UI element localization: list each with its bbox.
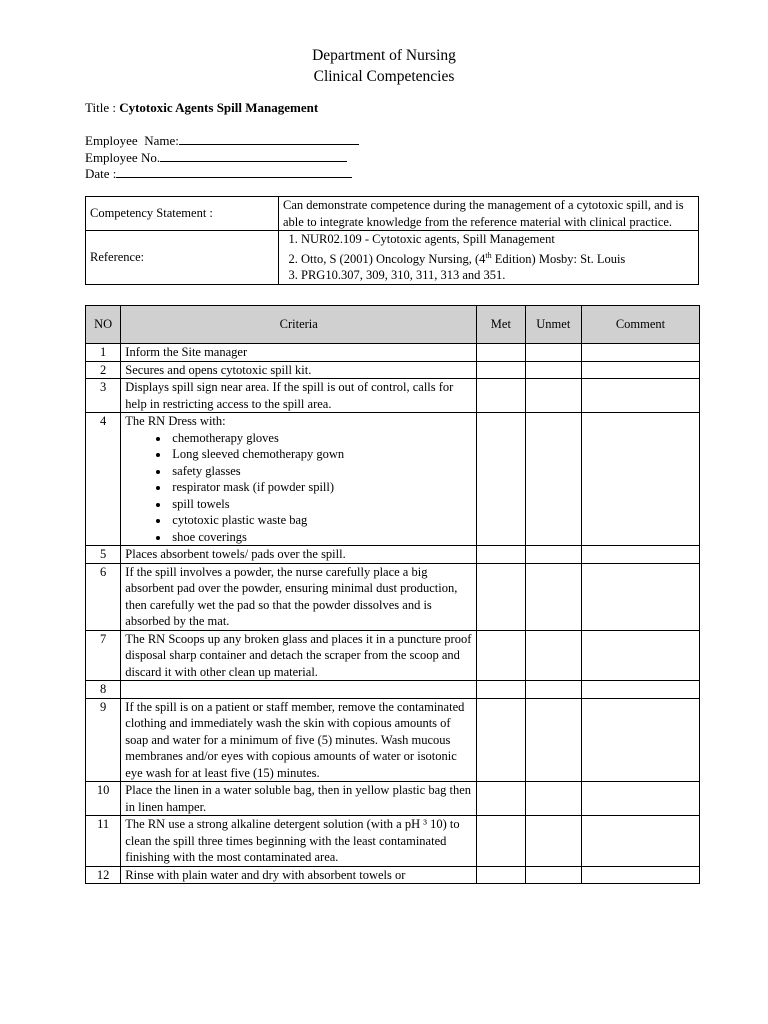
- unmet-cell[interactable]: [525, 816, 581, 867]
- department-title: Department of Nursing: [312, 47, 456, 64]
- reference-row: [86, 231, 699, 285]
- criteria-number: 11: [86, 816, 121, 867]
- criteria-row: [86, 344, 700, 362]
- criteria-row: [86, 866, 700, 884]
- criteria-header-row: [86, 306, 700, 344]
- criteria-row: [86, 563, 700, 630]
- unmet-cell[interactable]: [525, 563, 581, 630]
- unmet-cell[interactable]: [525, 782, 581, 816]
- criteria-text: Inform the Site manager: [125, 345, 248, 359]
- criteria-text: The RN Dress with:: [125, 414, 226, 428]
- reference-item: 3. PRG10.307, 309, 310, 311, 313 and 351.: [301, 267, 694, 284]
- equipment-item: • Long sleeved chemotherapy gown: [170, 446, 472, 463]
- criteria-text-cell: [121, 361, 477, 379]
- criteria-number: 9: [86, 698, 121, 782]
- criteria-number: 12: [86, 866, 121, 884]
- criteria-text: Rinse with plain water and dry with absorbent towels or: [125, 867, 406, 882]
- reference-text: Otto, S (2001) Oncology Nursing, (4: [301, 251, 486, 266]
- employee-name-row: [85, 133, 359, 150]
- comment-cell[interactable]: [582, 344, 700, 362]
- criteria-row: [86, 816, 700, 867]
- met-cell[interactable]: [477, 816, 525, 867]
- reference-list: [283, 231, 694, 284]
- comment-cell[interactable]: [582, 698, 700, 782]
- equipment-item: • respirator mask (if powder spill): [170, 479, 472, 496]
- criteria-text: Displays spill sign near area. If the spill is out of control, calls for help in restricting access to the spill area.: [125, 380, 454, 411]
- unmet-cell[interactable]: [525, 413, 581, 546]
- date-label: Date :: [85, 166, 117, 181]
- criteria-number: 10: [86, 782, 121, 816]
- employee-no-label: Employee No.: [85, 149, 161, 165]
- comment-cell[interactable]: [582, 563, 700, 630]
- criteria-row: [86, 546, 700, 564]
- employee-no-row: [85, 150, 359, 167]
- date-row: [85, 166, 359, 183]
- met-cell[interactable]: [477, 413, 525, 546]
- met-cell[interactable]: [477, 630, 525, 681]
- equipment-item: • shoe coverings: [170, 529, 472, 546]
- reference-label: Reference:: [86, 231, 279, 285]
- criteria-row: [86, 698, 700, 782]
- met-cell[interactable]: [477, 866, 525, 884]
- criteria-text-cell: [121, 563, 477, 630]
- criteria-row: [86, 782, 700, 816]
- criteria-text-cell: [121, 379, 477, 413]
- criteria-text-cell: [121, 344, 477, 362]
- criteria-text-cell: [121, 681, 477, 699]
- unmet-cell[interactable]: [525, 698, 581, 782]
- equipment-list: [125, 430, 472, 546]
- criteria-number: 4: [86, 413, 121, 546]
- met-cell[interactable]: [477, 344, 525, 362]
- comment-cell[interactable]: [582, 630, 700, 681]
- criteria-row: [86, 630, 700, 681]
- met-cell[interactable]: [477, 546, 525, 564]
- criteria-text: If the spill is on a patient or staff member, remove the contaminated clothing and immediately wash the skin with copious amounts of soap and water for a minimum of five (5) minutes. Wash mucous membranes and/or eyes with copious amounts of water or isotonic eye wash for at least five (15) minutes.: [125, 699, 465, 780]
- criteria-row: [86, 379, 700, 413]
- criteria-number: 2: [86, 361, 121, 379]
- employee-no-line[interactable]: [160, 150, 347, 162]
- comment-cell[interactable]: [582, 361, 700, 379]
- header-comment: Comment: [582, 306, 700, 344]
- reference-superscript: th: [485, 250, 492, 260]
- unmet-cell[interactable]: [525, 866, 581, 884]
- unmet-cell[interactable]: [525, 630, 581, 681]
- criteria-row: [86, 413, 700, 546]
- equipment-item: • spill towels: [170, 496, 472, 513]
- criteria-table: [85, 305, 700, 884]
- criteria-row: [86, 681, 700, 699]
- criteria-text: Places absorbent towels/ pads over the spill.: [125, 547, 346, 561]
- header-no: NO: [86, 306, 121, 344]
- criteria-text-cell: [121, 630, 477, 681]
- comment-cell[interactable]: [582, 866, 700, 884]
- criteria-text-cell: [121, 413, 477, 546]
- header-met: Met: [477, 306, 525, 344]
- document-subtitle: Clinical Competencies: [313, 68, 455, 85]
- comment-cell[interactable]: [582, 681, 700, 699]
- met-cell[interactable]: [477, 681, 525, 699]
- criteria-row: [86, 361, 700, 379]
- criteria-text: Place the linen in a water soluble bag, then in yellow plastic bag then in linen hamper.: [125, 783, 472, 814]
- comment-cell[interactable]: [582, 546, 700, 564]
- criteria-text: The RN use a strong alkaline detergent solution (with a pH ³ 10) to clean the spill three times beginning with the least contaminated finishing with the most contaminated area.: [125, 817, 460, 864]
- reference-item: 1. NUR02.109 - Cytotoxic agents, Spill Management: [301, 231, 694, 248]
- unmet-cell[interactable]: [525, 361, 581, 379]
- comment-cell[interactable]: [582, 816, 700, 867]
- reference-list-cell: [279, 231, 699, 285]
- equipment-item: • cytotoxic plastic waste bag: [170, 512, 472, 529]
- competency-statement-row: [86, 197, 699, 231]
- criteria-number: 1: [86, 344, 121, 362]
- employee-name-line[interactable]: [179, 133, 359, 145]
- criteria-number: 3: [86, 379, 121, 413]
- header-criteria: Criteria: [121, 306, 477, 344]
- criteria-text-cell: [121, 816, 477, 867]
- criteria-number: 7: [86, 630, 121, 681]
- competency-title: [85, 100, 318, 117]
- employee-fields: [85, 133, 359, 183]
- criteria-text-cell: [121, 782, 477, 816]
- employee-name-label: Employee Name:: [85, 133, 179, 148]
- comment-cell[interactable]: [582, 413, 700, 546]
- criteria-number: 5: [86, 546, 121, 564]
- competency-statement-text: Can demonstrate competence during the management of a cytotoxic spill, and is able to integrate knowledge from the reference material with clinical practice.: [279, 197, 699, 231]
- header-unmet: Unmet: [525, 306, 581, 344]
- met-cell[interactable]: [477, 698, 525, 782]
- met-cell[interactable]: [477, 563, 525, 630]
- document-header: [0, 45, 768, 87]
- met-cell[interactable]: [477, 379, 525, 413]
- met-cell[interactable]: [477, 361, 525, 379]
- reference-item: [301, 248, 694, 268]
- unmet-cell[interactable]: [525, 379, 581, 413]
- criteria-text-cell: [121, 546, 477, 564]
- criteria-text: Secures and opens cytotoxic spill kit.: [125, 362, 312, 377]
- criteria-body: [86, 344, 700, 884]
- criteria-number: 6: [86, 563, 121, 630]
- comment-cell[interactable]: [582, 782, 700, 816]
- met-cell[interactable]: [477, 782, 525, 816]
- unmet-cell[interactable]: [525, 681, 581, 699]
- criteria-text: The RN Scoops up any broken glass and places it in a puncture proof disposal sharp container and detach the scraper from the scoop and discard it with other clean up material.: [125, 631, 472, 679]
- competency-table: [85, 196, 699, 285]
- equipment-item: • safety glasses: [170, 463, 472, 480]
- equipment-item: • chemotherapy gloves: [170, 430, 472, 447]
- title-prefix: Title :: [85, 100, 120, 115]
- date-line[interactable]: [116, 166, 352, 178]
- criteria-text-cell: [121, 698, 477, 782]
- criteria-text: If the spill involves a powder, the nurse carefully place a big absorbent pad over the powder, ensuring minimal dust production, then carefully wet the pad so that the powder dissolves and is absorbed by the mat.: [125, 564, 458, 628]
- unmet-cell[interactable]: [525, 546, 581, 564]
- unmet-cell[interactable]: [525, 344, 581, 362]
- criteria-text-cell: [121, 866, 477, 884]
- competency-statement-label: Competency Statement :: [86, 197, 279, 231]
- criteria-number: 8: [86, 681, 121, 699]
- title-value: Cytotoxic Agents Spill Management: [119, 100, 319, 115]
- comment-cell[interactable]: [582, 379, 700, 413]
- reference-text: Edition) Mosby: St. Louis: [491, 251, 626, 266]
